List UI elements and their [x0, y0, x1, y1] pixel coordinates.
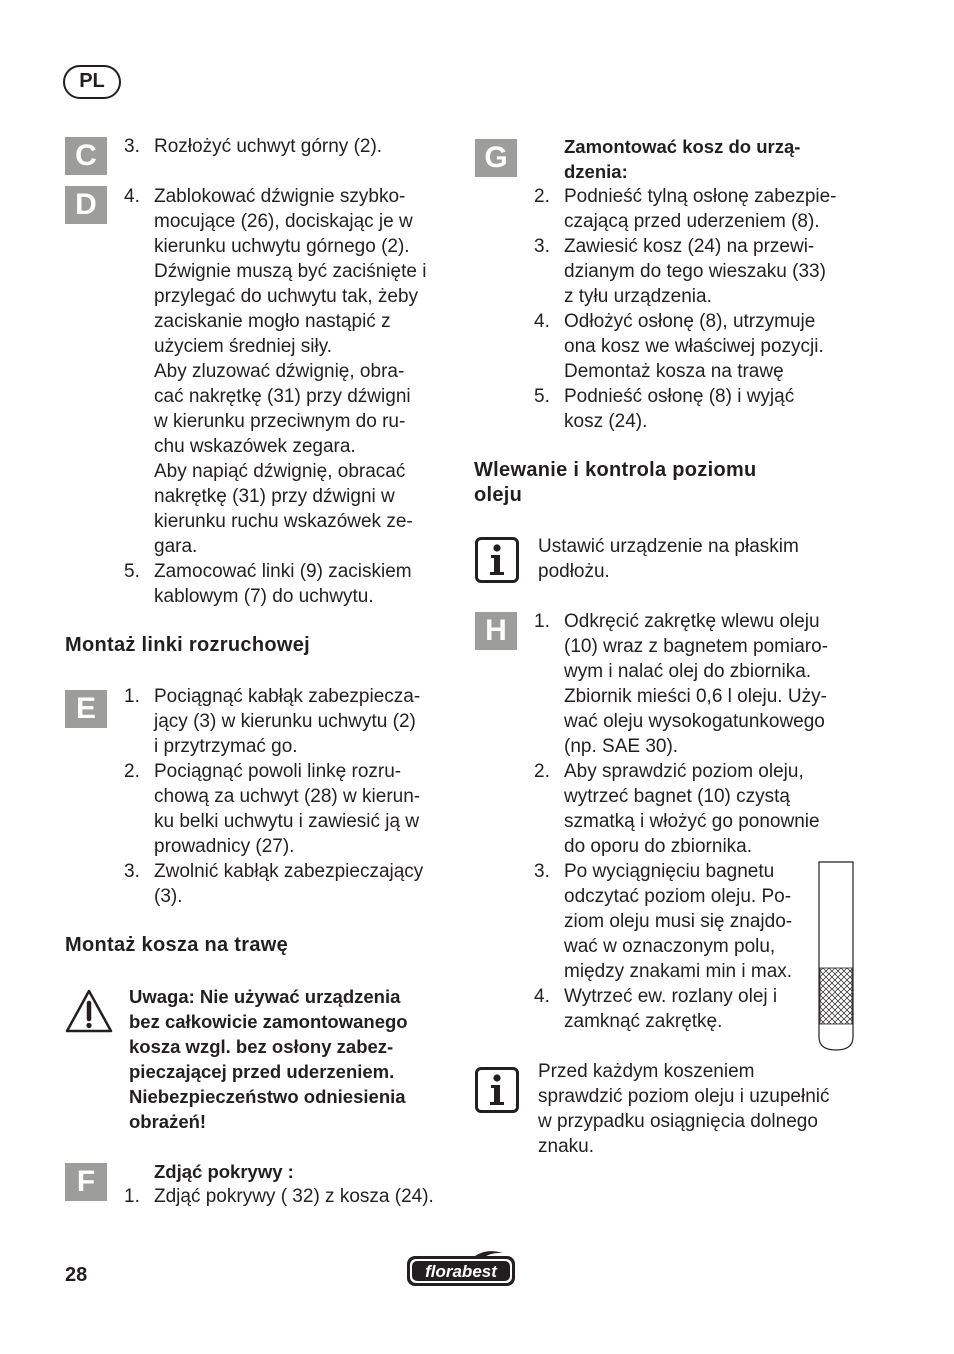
step-text-line: przylegać do uchwytu tak, żeby: [154, 286, 419, 307]
step-text-line: zamknąć zakrętkę.: [564, 1011, 723, 1032]
step-text-line: cać nakrętkę (31) przy dźwigni: [154, 386, 411, 407]
step-number: 5.: [124, 561, 140, 582]
step-text-line: i przytrzymać go.: [154, 736, 298, 757]
info-note-1: [538, 534, 858, 584]
step-badge-d: D: [65, 186, 107, 224]
step-number: 3.: [124, 861, 140, 882]
step-text-line: Pociągnąć powoli linkę rozru-: [154, 761, 402, 782]
step-number: 5.: [534, 386, 550, 407]
dipstick-illustration: [817, 860, 857, 1055]
step-text-line: Zamocować linki (9) zaciskiem: [154, 561, 412, 582]
step-text-line: (np. SAE 30).: [564, 736, 679, 757]
step-text-line: Zbiornik mieści 0,6 l oleju. Uży-: [564, 686, 827, 707]
step-text-line: czającą przed uderzeniem (8).: [564, 211, 820, 232]
g-title-line: Zamontować kosz do urzą-: [564, 136, 801, 157]
page-number: 28: [65, 1264, 88, 1286]
step-text-line: Aby sprawdzić poziom oleju,: [564, 761, 804, 782]
warning-line: bez całkowicie zamontowanego: [129, 1011, 408, 1032]
step-text-line: kierunku ruchu wskazówek ze-: [154, 511, 413, 532]
step-text-line: Podnieść osłonę (8) i wyjąć: [564, 386, 795, 407]
step-text-line: Aby napiąć dźwignię, obracać: [154, 461, 406, 482]
step-number: 2.: [534, 761, 550, 782]
step-number: 1.: [534, 611, 550, 632]
warning-line: Niebezpieczeństwo odniesienia: [129, 1086, 406, 1107]
section-heading-kosz: Montaż kosza na trawę: [65, 934, 289, 956]
step-text-line: Zwolnić kabłąk zabezpieczający: [154, 861, 424, 882]
step-badge-g: G: [475, 139, 517, 177]
step-text-line: między znakami min i max.: [564, 961, 793, 982]
step-text-line: nakrętkę (31) przy dźwigni w: [154, 486, 395, 507]
info-line: Ustawić urządzenie na płaskim: [538, 536, 799, 557]
step-text-line: Rozłożyć uchwyt górny (2).: [154, 136, 383, 157]
step-number: 3.: [534, 861, 550, 882]
step-text-line: Odkręcić zakrętkę wlewu oleju: [564, 611, 820, 632]
step-badge-e: E: [65, 690, 107, 728]
step-text-line: użyciem średniej siły.: [154, 336, 333, 357]
step-text-line: chu wskazówek zegara.: [154, 436, 356, 457]
g-title-line: dzenia:: [564, 161, 628, 182]
step-text-line: odczytać poziom oleju. Po-: [564, 886, 792, 907]
step-text-line: wać w oznaczonym polu,: [564, 936, 776, 957]
info-line: znaku.: [538, 1136, 594, 1157]
step-text-line: kablowym (7) do uchwytu.: [154, 586, 374, 607]
step-text-line: (3).: [154, 886, 183, 907]
section-heading-linki: Montaż linki rozruchowej: [65, 634, 310, 656]
step-text-line: Aby zluzować dźwignię, obra-: [154, 361, 405, 382]
g-title: [564, 134, 800, 184]
f-title: Zdjąć pokrywy :: [154, 1161, 294, 1182]
step-number: 4.: [534, 311, 550, 332]
step-text-line: Zdjąć pokrywy ( 32) z kosza (24).: [154, 1186, 434, 1207]
step-badge-c: C: [65, 137, 107, 175]
step-text-line: mocujące (26), dociskając je w: [154, 211, 413, 232]
heading-line: Wlewanie i kontrola poziomu: [474, 459, 757, 481]
logo-text: florabest: [425, 1262, 497, 1281]
step-number: 1.: [124, 1186, 140, 1207]
step-text-line: jący (3) w kierunku uchwytu (2): [154, 711, 416, 732]
step-number: 3.: [124, 136, 140, 157]
step-number: 4.: [124, 186, 140, 207]
step-text-line: Dźwignie muszą być zaciśnięte i: [154, 261, 427, 282]
step-text-line: Zablokować dźwignie szybko-: [154, 186, 406, 207]
step-text-line: wać oleju wysokogatunkowego: [564, 711, 825, 732]
section-heading-olej: [474, 458, 757, 508]
warning-line: kosza wzgl. bez osłony zabez-: [129, 1036, 394, 1057]
warning-text: [129, 984, 459, 1134]
step-text-line: gara.: [154, 536, 198, 557]
info-line: sprawdzić poziom oleju i uzupełnić: [538, 1086, 830, 1107]
step-text-line: w kierunku przeciwnym do ru-: [154, 411, 406, 432]
step-text-line: ona kosz we właściwej pozycji.: [564, 336, 824, 357]
step-text-line: ku belki uchwytu i zawiesić ją w: [154, 811, 420, 832]
step-number: 4.: [534, 986, 550, 1007]
step-text-line: ziom oleju musi się znajdo-: [564, 911, 793, 932]
step-text-line: dzianym do tego wieszaku (33): [564, 261, 826, 282]
step-text-line: Odłożyć osłonę (8), utrzymuje: [564, 311, 816, 332]
step-text-line: wym i nalać olej do zbiornika.: [564, 661, 812, 682]
step-badge-f: F: [65, 1163, 107, 1201]
brand-logo: [405, 1250, 517, 1288]
step-number: 2.: [124, 761, 140, 782]
step-text-line: Zawiesić kosz (24) na przewi-: [564, 236, 815, 257]
heading-line: oleju: [474, 484, 523, 506]
step-text-line: kierunku uchwytu górnego (2).: [154, 236, 410, 257]
step-text-line: szmatką i włożyć go ponownie: [564, 811, 820, 832]
info-note-2: [538, 1059, 868, 1159]
info-line: podłożu.: [538, 561, 610, 582]
step-text-line: Wytrzeć ew. rozlany olej i: [564, 986, 778, 1007]
step-text-line: Demontaż kosza na trawę: [564, 361, 784, 382]
step-text-line: (10) wraz z bagnetem pomiaro-: [564, 636, 828, 657]
warning-line: obrażeń!: [129, 1111, 207, 1132]
step-text-line: prowadnicy (27).: [154, 836, 295, 857]
warning-line: Uwaga: Nie używać urządzenia: [129, 986, 401, 1007]
language-badge: PL: [63, 65, 121, 99]
step-text-line: kosz (24).: [564, 411, 648, 432]
info-line: Przed każdym koszeniem: [538, 1061, 755, 1082]
info-icon: [475, 537, 519, 583]
step-text-line: wytrzeć bagnet (10) czystą: [564, 786, 790, 807]
step-text-line: chową za uchwyt (28) w kierun-: [154, 786, 421, 807]
step-number: 3.: [534, 236, 550, 257]
warning-triangle-icon: [64, 987, 114, 1035]
step-text-line: Po wyciągnięciu bagnetu: [564, 861, 775, 882]
step-number: 2.: [534, 186, 550, 207]
warning-line: pieczającej przed uderzeniem.: [129, 1061, 395, 1082]
step-text-line: do oporu do zbiornika.: [564, 836, 753, 857]
step-badge-h: H: [475, 612, 517, 650]
step-text-line: zaciskanie mogło nastąpić z: [154, 311, 391, 332]
info-line: w przypadku osiągnięcia dolnego: [538, 1111, 818, 1132]
step-number: 1.: [124, 686, 140, 707]
step-text-line: Pociągnąć kabłąk zabezpiecza-: [154, 686, 421, 707]
info-icon: [475, 1067, 519, 1113]
step-text-line: z tyłu urządzenia.: [564, 286, 712, 307]
step-text-line: Podnieść tylną osłonę zabezpie-: [564, 186, 837, 207]
